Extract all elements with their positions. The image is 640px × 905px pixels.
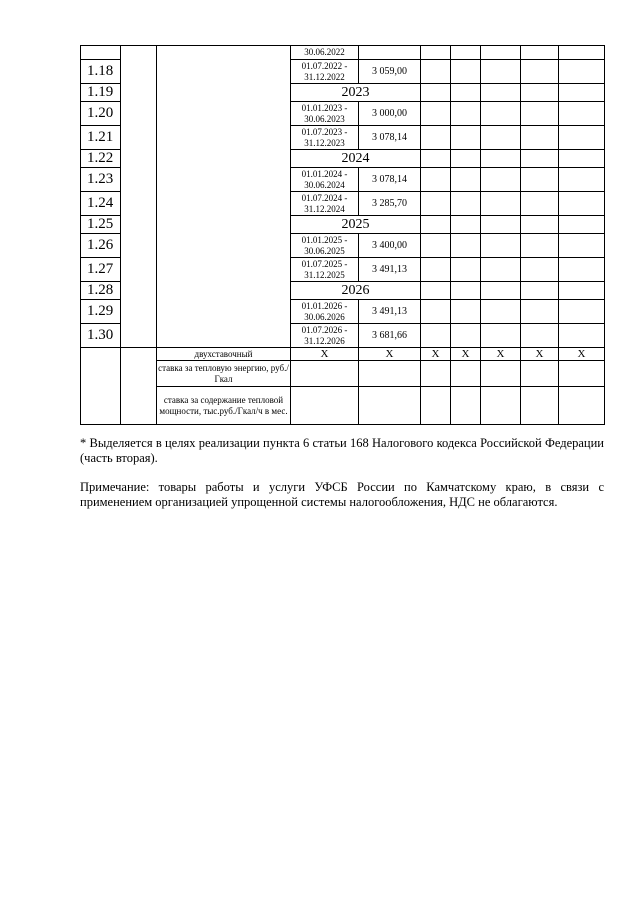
price-cell: 3 681,66: [359, 324, 421, 348]
empty-cell: [481, 126, 521, 150]
empty-cell: [559, 258, 605, 282]
empty-cell: [421, 46, 451, 60]
row-number: 1.29: [81, 300, 121, 324]
empty-cell: [421, 84, 451, 102]
empty-cell: [481, 150, 521, 168]
empty-cell: [451, 234, 481, 258]
empty-cell: [451, 324, 481, 348]
empty-cell: [451, 361, 481, 387]
empty-cell: [521, 282, 559, 300]
row-number: 1.23: [81, 168, 121, 192]
empty-cell: [291, 387, 359, 425]
energy-rate-label: ставка за тепловую энергию, руб./Гкал: [157, 361, 291, 387]
row-number: 1.26: [81, 234, 121, 258]
empty-cell: [559, 324, 605, 348]
footnote: * Выделяется в целях реализации пункта 6 статьи 168 Налогового кодекса Российской Федерации (часть вторая).: [80, 436, 604, 465]
empty-cell: [421, 60, 451, 84]
year-heading: 2023: [291, 84, 421, 102]
year-heading: 2025: [291, 216, 421, 234]
empty-cell: [521, 216, 559, 234]
empty-cell: [559, 60, 605, 84]
empty-cell: [521, 300, 559, 324]
x-mark: X: [291, 348, 359, 361]
empty-cell: [521, 387, 559, 425]
empty-cell: [421, 387, 451, 425]
two-part-label: двухставочный: [157, 348, 291, 361]
empty-cell: [521, 126, 559, 150]
empty-cell: [521, 324, 559, 348]
price-cell: 3 285,70: [359, 192, 421, 216]
table-row: [81, 46, 605, 60]
price-cell: 3 491,13: [359, 258, 421, 282]
empty-cell: [559, 84, 605, 102]
x-mark: X: [359, 348, 421, 361]
empty-cell: [481, 192, 521, 216]
row-number: 1.30: [81, 324, 121, 348]
empty-cell: [559, 282, 605, 300]
empty-cell: [559, 192, 605, 216]
empty-cell: [421, 282, 451, 300]
row-number: [81, 46, 121, 60]
empty-cell: [421, 126, 451, 150]
empty-cell: [559, 234, 605, 258]
empty-cell: [121, 348, 157, 425]
year-heading: 2024: [291, 150, 421, 168]
x-mark: X: [521, 348, 559, 361]
row-number: 1.28: [81, 282, 121, 300]
merged-empty-cell: [157, 46, 291, 348]
price-cell: 3 000,00: [359, 102, 421, 126]
empty-cell: [481, 361, 521, 387]
note: Примечание: товары работы и услуги УФСБ России по Камчатскому краю, в связи с применением организацией упрощенной системы налогообложения, НДС не облагаются.: [80, 480, 604, 509]
empty-cell: [421, 234, 451, 258]
empty-cell: [521, 60, 559, 84]
empty-cell: [451, 300, 481, 324]
empty-cell: [421, 192, 451, 216]
empty-cell: [421, 168, 451, 192]
x-mark: X: [559, 348, 605, 361]
empty-cell: [421, 324, 451, 348]
empty-cell: [451, 282, 481, 300]
empty-cell: [451, 216, 481, 234]
empty-cell: [521, 84, 559, 102]
empty-cell: [481, 84, 521, 102]
empty-cell: [421, 300, 451, 324]
empty-cell: [521, 150, 559, 168]
empty-cell: [481, 60, 521, 84]
empty-cell: [421, 216, 451, 234]
empty-cell: [291, 361, 359, 387]
empty-cell: [421, 102, 451, 126]
empty-cell: [521, 258, 559, 282]
empty-cell: [481, 300, 521, 324]
empty-cell: [421, 150, 451, 168]
empty-cell: [451, 102, 481, 126]
year-heading: 2026: [291, 282, 421, 300]
empty-cell: [481, 282, 521, 300]
empty-cell: [481, 324, 521, 348]
row-number: 1.24: [81, 192, 121, 216]
price-cell: 3 078,14: [359, 168, 421, 192]
price-cell: 3 400,00: [359, 234, 421, 258]
row-number: 1.19: [81, 84, 121, 102]
empty-cell: [559, 361, 605, 387]
empty-cell: [359, 361, 421, 387]
table-row: [81, 361, 605, 387]
empty-cell: [521, 102, 559, 126]
empty-cell: [559, 216, 605, 234]
empty-cell: [559, 387, 605, 425]
empty-cell: [451, 84, 481, 102]
two-part-row: [81, 348, 605, 361]
row-number: 1.25: [81, 216, 121, 234]
x-mark: X: [481, 348, 521, 361]
price-cell: [359, 46, 421, 60]
period-cell: 30.06.2022: [291, 46, 359, 60]
x-mark: X: [421, 348, 451, 361]
empty-cell: [521, 234, 559, 258]
period-cell: 01.07.2023 - 31.12.2023: [291, 126, 359, 150]
price-cell: 3 491,13: [359, 300, 421, 324]
period-cell: 01.01.2026 - 30.06.2026: [291, 300, 359, 324]
empty-cell: [521, 192, 559, 216]
period-cell: 01.07.2024 - 31.12.2024: [291, 192, 359, 216]
empty-cell: [359, 387, 421, 425]
empty-cell: [521, 46, 559, 60]
row-number: 1.27: [81, 258, 121, 282]
empty-cell: [559, 46, 605, 60]
table-body: [81, 46, 605, 425]
empty-cell: [451, 168, 481, 192]
row-number: 1.20: [81, 102, 121, 126]
empty-cell: [421, 258, 451, 282]
row-number: 1.22: [81, 150, 121, 168]
empty-cell: [559, 300, 605, 324]
empty-cell: [481, 216, 521, 234]
x-mark: X: [451, 348, 481, 361]
empty-cell: [421, 361, 451, 387]
empty-cell: [481, 258, 521, 282]
empty-cell: [481, 168, 521, 192]
merged-empty-cell: [121, 46, 157, 348]
empty-cell: [481, 387, 521, 425]
empty-cell: [559, 150, 605, 168]
empty-cell: [451, 46, 481, 60]
empty-cell: [521, 361, 559, 387]
price-cell: 3 078,14: [359, 126, 421, 150]
tariff-table: [80, 45, 605, 425]
empty-cell: [481, 46, 521, 60]
empty-cell: [81, 348, 121, 425]
period-cell: 01.07.2022 - 31.12.2022: [291, 60, 359, 84]
period-cell: 01.01.2025 - 30.06.2025: [291, 234, 359, 258]
row-number: 1.18: [81, 60, 121, 84]
empty-cell: [451, 192, 481, 216]
empty-cell: [451, 126, 481, 150]
period-cell: 01.07.2026 - 31.12.2026: [291, 324, 359, 348]
period-cell: 01.01.2023 - 30.06.2023: [291, 102, 359, 126]
empty-cell: [451, 150, 481, 168]
period-cell: 01.01.2024 - 30.06.2024: [291, 168, 359, 192]
empty-cell: [481, 234, 521, 258]
table-row: [81, 387, 605, 425]
empty-cell: [559, 126, 605, 150]
empty-cell: [451, 387, 481, 425]
period-cell: 01.07.2025 - 31.12.2025: [291, 258, 359, 282]
row-number: 1.21: [81, 126, 121, 150]
empty-cell: [481, 102, 521, 126]
price-cell: 3 059,00: [359, 60, 421, 84]
capacity-rate-label: ставка за содержание тепловой мощности, тыс.руб./Гкал/ч в мес.: [157, 387, 291, 425]
empty-cell: [559, 168, 605, 192]
empty-cell: [559, 102, 605, 126]
empty-cell: [521, 168, 559, 192]
empty-cell: [451, 60, 481, 84]
empty-cell: [451, 258, 481, 282]
